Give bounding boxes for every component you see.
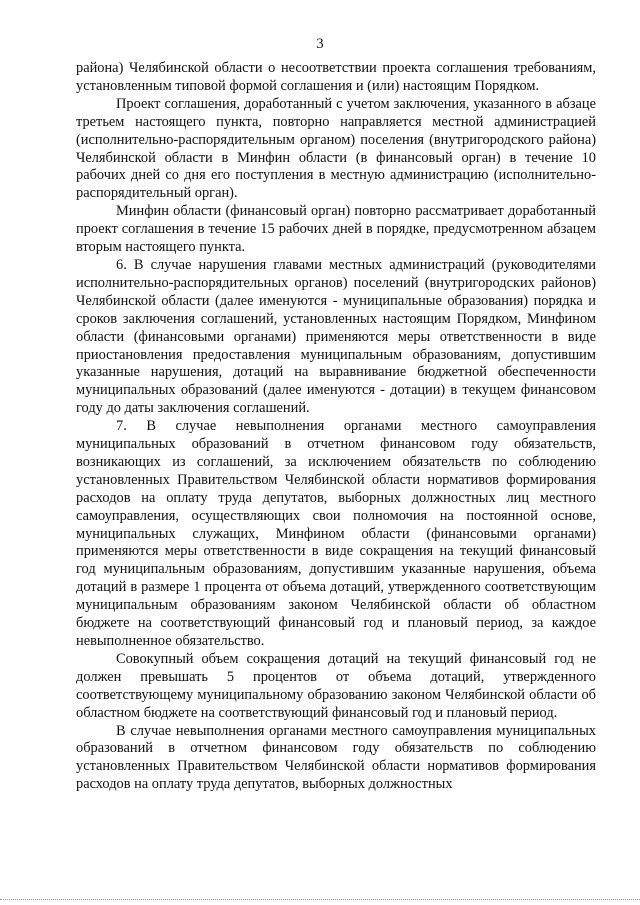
paragraph-minfin-review: Минфин области (финансовый орган) повторно рассматривает доработанный проект соглашения в течение 15 рабочих дней в порядке, предусмотренном абзацем вторым настоящего пункта. [76, 203, 596, 256]
page-number: 3 [316, 36, 324, 52]
paragraph-item-7: 7. В случае невыполнения органами местного самоуправления муниципальных образований в отчетном финансовом году обязательств, возникающих из соглашений, за исключением обязательств по соблюдению установленных Правительством Челябинской области нормативов формирования расходов на оплату труда депутатов, выборных должностных лиц местного самоуправления, осуществляющих свои полномочия на постоянной основе, муниципальных служащих, Минфином области (финансовыми органами) применяются меры ответственности в виде сокращения на текущий финансовый год муниципальным образованиям, допустившим указанные нарушения, объема дотаций в размере 1 процента от объема дотаций, утвержденного соответствующим муниципальным образованиям законом Челябинской области об областном бюджете на соответствующий финансовый год и плановый период, за каждое невыполненное обязательство. [76, 418, 596, 649]
paragraph-continuation: района) Челябинской области о несоответствии проекта соглашения требованиям, установленным типовой формой соглашения и (или) настоящим Порядком. [76, 60, 596, 94]
paragraph-item-6: 6. В случае нарушения главами местных администраций (руководителями исполнительно-распорядительных органов) поселений (внутригородских районов) Челябинской области (далее именуются - муниципальные образования) порядка и сроков заключения соглашений, установленных настоящим Порядком, Минфином области (финансовыми органами) применяются меры ответственности в виде приостановления предоставления муниципальным образованиям, допустившим указанные нарушения, дотаций на выравнивание бюджетной обеспеченности муниципальных образований (далее именуются - дотации) в текущем финансовом году до даты заключения соглашений. [76, 256, 596, 417]
paragraph-revised-draft: Проект соглашения, доработанный с учетом заключения, указанного в абзаце третьем настоящего пункта, повторно направляется местной администрацией (исполнительно-распорядительным органом) поселения (внутригородского района) Челябинской области в Минфин области (в финансовый орган) в течение 10 рабочих дней со дня его поступления в местную администрацию (исполнительно-распорядительный орган). [76, 95, 596, 202]
paragraph-noncompliance: В случае невыполнения органами местного самоуправления муниципальных образований в отчетном финансовом году обязательств по соблюдению установленных Правительством Челябинской области нормативов формирования расходов на оплату труда депутатов, выборных должностных [76, 722, 596, 793]
page-bottom-edge [0, 899, 640, 901]
document-body [76, 60, 596, 794]
paragraph-total-reduction: Совокупный объем сокращения дотаций на текущий финансовый год не должен превышать 5 процентов от объема дотаций, утвержденного соответствующему муниципальному образованию законом Челябинской области об областном бюджете на соответствующий финансовый год и плановый период. [76, 650, 596, 721]
